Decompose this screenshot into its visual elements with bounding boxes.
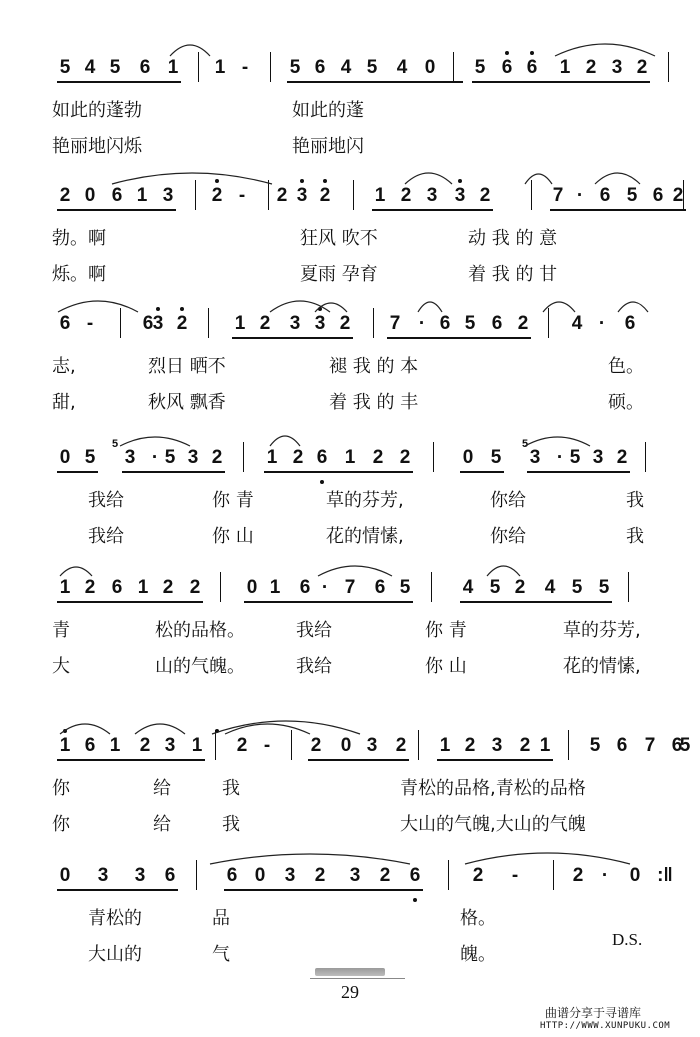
lyric-verse-1: 如此的蓬: [292, 100, 364, 121]
notation-line: [0, 560, 700, 620]
slur-layer: [0, 296, 700, 356]
page-number-rule: [310, 978, 405, 979]
lyric-verse-2: 魄。: [460, 944, 496, 965]
slur-arc: [170, 45, 210, 56]
note-digit: 6: [84, 735, 96, 756]
lyric-verse-1: 给: [153, 778, 171, 799]
slur-arc: [225, 724, 310, 734]
notation-line: [0, 296, 700, 356]
lyric-verse-1: 烈日 晒不: [148, 356, 226, 377]
lyric-verse-2: 花的情愫,: [563, 656, 641, 677]
lyric-verse-2: 花的情愫,: [326, 526, 404, 547]
note-digit: 1: [439, 735, 451, 756]
note-digit: 6: [491, 313, 503, 334]
note-digit: 0: [246, 577, 258, 598]
note-digit: 3: [426, 185, 438, 206]
note-digit: 5: [464, 313, 476, 334]
lyric-verse-2: 气: [212, 944, 230, 965]
lyric-verse-2: 我给: [88, 526, 124, 547]
note-digit: 2: [479, 185, 491, 206]
note-digit: 2: [572, 865, 584, 886]
lyric-verse-2: 我: [626, 526, 644, 547]
lyric-verse-2: 大山的: [88, 944, 142, 965]
note-digit: 6: [439, 313, 451, 334]
note-digit: 2: [236, 735, 248, 756]
lyric-verse-1: 青松的品格,青松的品格: [400, 778, 586, 799]
note-digit: 1: [137, 577, 149, 598]
note-digit: 2: [519, 735, 531, 756]
note-digit: 5: [489, 577, 501, 598]
lyric-verse-1: 我: [626, 490, 644, 511]
note-digit: 1: [374, 185, 386, 206]
lyric-verse-1: 狂风 吹不: [300, 228, 378, 249]
slur-arc: [270, 436, 300, 446]
lyric-verse-1: 草的芬芳,: [563, 620, 641, 641]
note-digit: 3: [134, 865, 146, 886]
lyric-verse-2: 着 我 的 甘: [468, 264, 558, 285]
note-digit: 4: [396, 57, 408, 78]
note-digit: 6: [59, 313, 71, 334]
note-digit: 6: [624, 313, 636, 334]
note-digit: 2: [292, 447, 304, 468]
augmentation-dot: ·: [598, 313, 606, 334]
lyric-verse-1: 勃。啊: [52, 228, 106, 249]
note-digit: 6: [526, 57, 538, 78]
note-digit: 4: [462, 577, 474, 598]
note-digit: 5: [399, 577, 411, 598]
slur-arc: [418, 302, 442, 312]
lyric-verse-2: 山的气魄。: [155, 656, 245, 677]
augmentation-dot: ·: [576, 185, 584, 206]
lyric-verse-1: 青松的: [88, 908, 142, 929]
lyric-verse-2: 我给: [296, 656, 332, 677]
note-digit: 2: [379, 865, 391, 886]
note-digit: 2: [176, 313, 188, 334]
slur-arc: [135, 724, 185, 734]
note-digit: 3: [97, 865, 109, 886]
note-digit: 0: [340, 735, 352, 756]
note-digit: 2: [514, 577, 526, 598]
slur-arc: [315, 303, 347, 312]
lyric-verse-1: 动 我 的 意: [468, 228, 558, 249]
note-digit: 1: [344, 447, 356, 468]
slur-arc: [405, 173, 452, 184]
lyric-verse-1: 褪 我 的 本: [329, 356, 419, 377]
note-digit: 5: [571, 577, 583, 598]
slur-arc: [525, 174, 552, 184]
note-digit: 6: [226, 865, 238, 886]
slur-arc: [555, 44, 655, 56]
note-digit: 6: [142, 313, 154, 334]
lyric-verse-2: 你 山: [425, 656, 467, 677]
lyric-verse-2: 甜,: [52, 392, 76, 413]
lyric-verse-2: 艳丽地闪烁: [52, 136, 142, 157]
slur-layer: [0, 848, 700, 908]
note-digit: 3: [152, 313, 164, 334]
note-digit: 2: [310, 735, 322, 756]
note-digit: 6: [501, 57, 513, 78]
note-digit: 2: [585, 57, 597, 78]
note-digit: 2: [314, 865, 326, 886]
note-digit: 2: [276, 185, 288, 206]
note-digit: 4: [571, 313, 583, 334]
lyric-verse-2: 你: [52, 814, 70, 835]
lyric-verse-1: 品: [212, 908, 230, 929]
lyric-verse-1: 我: [222, 778, 240, 799]
lyric-verse-1: 松的品格。: [155, 620, 245, 641]
note-digit: 1: [266, 447, 278, 468]
note-digit: 1: [559, 57, 571, 78]
note-digit: 2: [211, 447, 223, 468]
note-digit: 5: [490, 447, 502, 468]
note-digit: 1: [167, 57, 179, 78]
note-digit: 5: [109, 57, 121, 78]
lyric-verse-2: 艳丽地闪: [292, 136, 364, 157]
slur-layer: [0, 718, 700, 778]
augmentation-dot: ·: [418, 313, 426, 334]
note-digit: 6: [111, 185, 123, 206]
slur-arc: [487, 566, 520, 576]
note-digit: 6: [139, 57, 151, 78]
sustain-dash: -: [263, 735, 271, 756]
note-digit: 3: [592, 447, 604, 468]
note-digit: 4: [340, 57, 352, 78]
grace-note: 5: [112, 438, 119, 450]
sustain-dash: -: [511, 865, 519, 886]
lyric-verse-1: 草的芬芳,: [326, 490, 404, 511]
note-digit: 0: [254, 865, 266, 886]
notation-line: [0, 168, 700, 228]
note-digit: 6: [599, 185, 611, 206]
slur-layer: [0, 168, 700, 228]
sustain-dash: -: [86, 313, 94, 334]
note-digit: 0: [59, 447, 71, 468]
note-digit: 3: [454, 185, 466, 206]
note-digit: 2: [259, 313, 271, 334]
notation-line: [0, 430, 700, 490]
note-digit: 2: [395, 735, 407, 756]
note-digit: 1: [109, 735, 121, 756]
slur-arc: [120, 437, 190, 446]
notation-line: [0, 40, 700, 100]
slur-arc: [60, 724, 110, 734]
slur-arc: [212, 721, 360, 734]
note-digit: 3: [187, 447, 199, 468]
note-digit: 2: [636, 57, 648, 78]
note-digit: 7: [389, 313, 401, 334]
note-digit: 5: [626, 185, 638, 206]
note-digit: 2: [84, 577, 96, 598]
lyric-verse-1: 我给: [296, 620, 332, 641]
note-digit: 5: [569, 447, 581, 468]
lyric-verse-1: 你 青: [212, 490, 254, 511]
slur-arc: [618, 302, 648, 312]
note-digit: 2: [400, 185, 412, 206]
note-digit: 3: [529, 447, 541, 468]
page-number: 29: [341, 982, 359, 1002]
page-number-ornament: [315, 968, 385, 976]
note-digit: 6: [316, 447, 328, 468]
note-digit: 1: [269, 577, 281, 598]
note-digit: 3: [366, 735, 378, 756]
note-digit: 2: [464, 735, 476, 756]
lyric-verse-1: 你: [52, 778, 70, 799]
note-digit: 2: [616, 447, 628, 468]
slur-layer: [0, 560, 700, 620]
note-digit: 3: [296, 185, 308, 206]
note-digit: 1: [59, 577, 71, 598]
lyric-verse-2: 我: [222, 814, 240, 835]
lyric-verse-2: 硕。: [608, 392, 644, 413]
slur-arc: [318, 566, 392, 576]
note-digit: 2: [472, 865, 484, 886]
note-digit: 3: [349, 865, 361, 886]
slur-arc: [525, 437, 590, 446]
note-digit: 2: [189, 577, 201, 598]
note-digit: 5: [164, 447, 176, 468]
grace-note: 5: [522, 438, 529, 450]
lyric-verse-2: 你给: [490, 526, 526, 547]
note-digit: 5: [598, 577, 610, 598]
augmentation-dot: ·: [601, 865, 609, 886]
note-digit: 6: [652, 185, 664, 206]
note-digit: 1: [234, 313, 246, 334]
note-digit: 1: [136, 185, 148, 206]
note-digit: 5: [679, 735, 691, 756]
note-digit: 3: [314, 313, 326, 334]
note-digit: 0: [59, 865, 71, 886]
note-digit: 1: [214, 57, 226, 78]
note-digit: 3: [289, 313, 301, 334]
augmentation-dot: ·: [556, 447, 564, 468]
note-digit: 3: [611, 57, 623, 78]
lyric-verse-2: 秋风 飘香: [148, 392, 226, 413]
note-digit: 3: [284, 865, 296, 886]
note-digit: 2: [399, 447, 411, 468]
note-digit: 6: [299, 577, 311, 598]
note-digit: :‖: [657, 865, 673, 886]
note-digit: 7: [344, 577, 356, 598]
note-digit: 3: [124, 447, 136, 468]
lyric-verse-1: 如此的蓬勃: [52, 100, 142, 121]
note-digit: 5: [366, 57, 378, 78]
note-digit: 5: [474, 57, 486, 78]
lyric-verse-1: 格。: [460, 908, 496, 929]
note-digit: 6: [409, 865, 421, 886]
augmentation-dot: ·: [321, 577, 329, 598]
note-digit: 2: [372, 447, 384, 468]
watermark-url: HTTP://WWW.XUNPUKU.COM: [540, 1021, 671, 1031]
note-digit: 5: [59, 57, 71, 78]
lyric-verse-1: 青: [52, 620, 70, 641]
lyric-verse-1: 色。: [608, 356, 644, 377]
note-digit: 6: [314, 57, 326, 78]
note-digit: 2: [319, 185, 331, 206]
lyric-verse-1: 你 青: [425, 620, 467, 641]
note-digit: 2: [517, 313, 529, 334]
augmentation-dot: ·: [151, 447, 159, 468]
note-digit: 3: [491, 735, 503, 756]
watermark-title: 曲谱分享于寻谱库: [545, 1006, 642, 1020]
note-digit: 0: [462, 447, 474, 468]
slur-layer: [0, 40, 700, 100]
lyric-verse-2: 着 我 的 丰: [329, 392, 419, 413]
note-digit: 6: [671, 735, 683, 756]
note-digit: 2: [139, 735, 151, 756]
note-digit: 2: [339, 313, 351, 334]
lyric-verse-2: 你 山: [212, 526, 254, 547]
lyric-verse-2: 烁。啊: [52, 264, 106, 285]
note-digit: 2: [211, 185, 223, 206]
slur-layer: [0, 430, 700, 490]
slur-arc: [210, 854, 410, 864]
note-digit: 5: [289, 57, 301, 78]
slur-arc: [465, 853, 630, 864]
lyric-verse-2: 大山的气魄,大山的气魄: [400, 814, 586, 835]
note-digit: 6: [374, 577, 386, 598]
slur-arc: [112, 173, 272, 184]
lyric-verse-1: 你给: [490, 490, 526, 511]
note-digit: 1: [191, 735, 203, 756]
note-digit: 0: [84, 185, 96, 206]
slur-arc: [595, 173, 640, 184]
sustain-dash: -: [238, 185, 246, 206]
lyric-verse-1: 我给: [88, 490, 124, 511]
note-digit: 6: [616, 735, 628, 756]
ds-mark: D.S.: [612, 930, 643, 949]
note-digit: 7: [552, 185, 564, 206]
note-digit: 2: [59, 185, 71, 206]
note-digit: 6: [111, 577, 123, 598]
sustain-dash: -: [241, 57, 249, 78]
note-digit: 1: [59, 735, 71, 756]
note-digit: 0: [424, 57, 436, 78]
note-digit: 1: [539, 735, 551, 756]
lyric-verse-2: 夏雨 孕育: [300, 264, 378, 285]
note-digit: 3: [164, 735, 176, 756]
note-digit: 5: [589, 735, 601, 756]
notation-line: [0, 718, 700, 778]
lyric-verse-1: 志,: [52, 356, 76, 377]
lyric-verse-2: 大: [52, 656, 70, 677]
note-digit: 4: [84, 57, 96, 78]
note-digit: 6: [164, 865, 176, 886]
slur-arc: [60, 567, 92, 576]
note-digit: 2: [162, 577, 174, 598]
note-digit: 3: [162, 185, 174, 206]
note-digit: 0: [629, 865, 641, 886]
slur-arc: [58, 301, 138, 312]
notation-line: [0, 848, 700, 908]
note-digit: 7: [644, 735, 656, 756]
note-digit: 4: [544, 577, 556, 598]
note-digit: 2: [672, 185, 684, 206]
slur-arc: [543, 302, 575, 312]
lyric-verse-2: 给: [153, 814, 171, 835]
note-digit: 5: [84, 447, 96, 468]
